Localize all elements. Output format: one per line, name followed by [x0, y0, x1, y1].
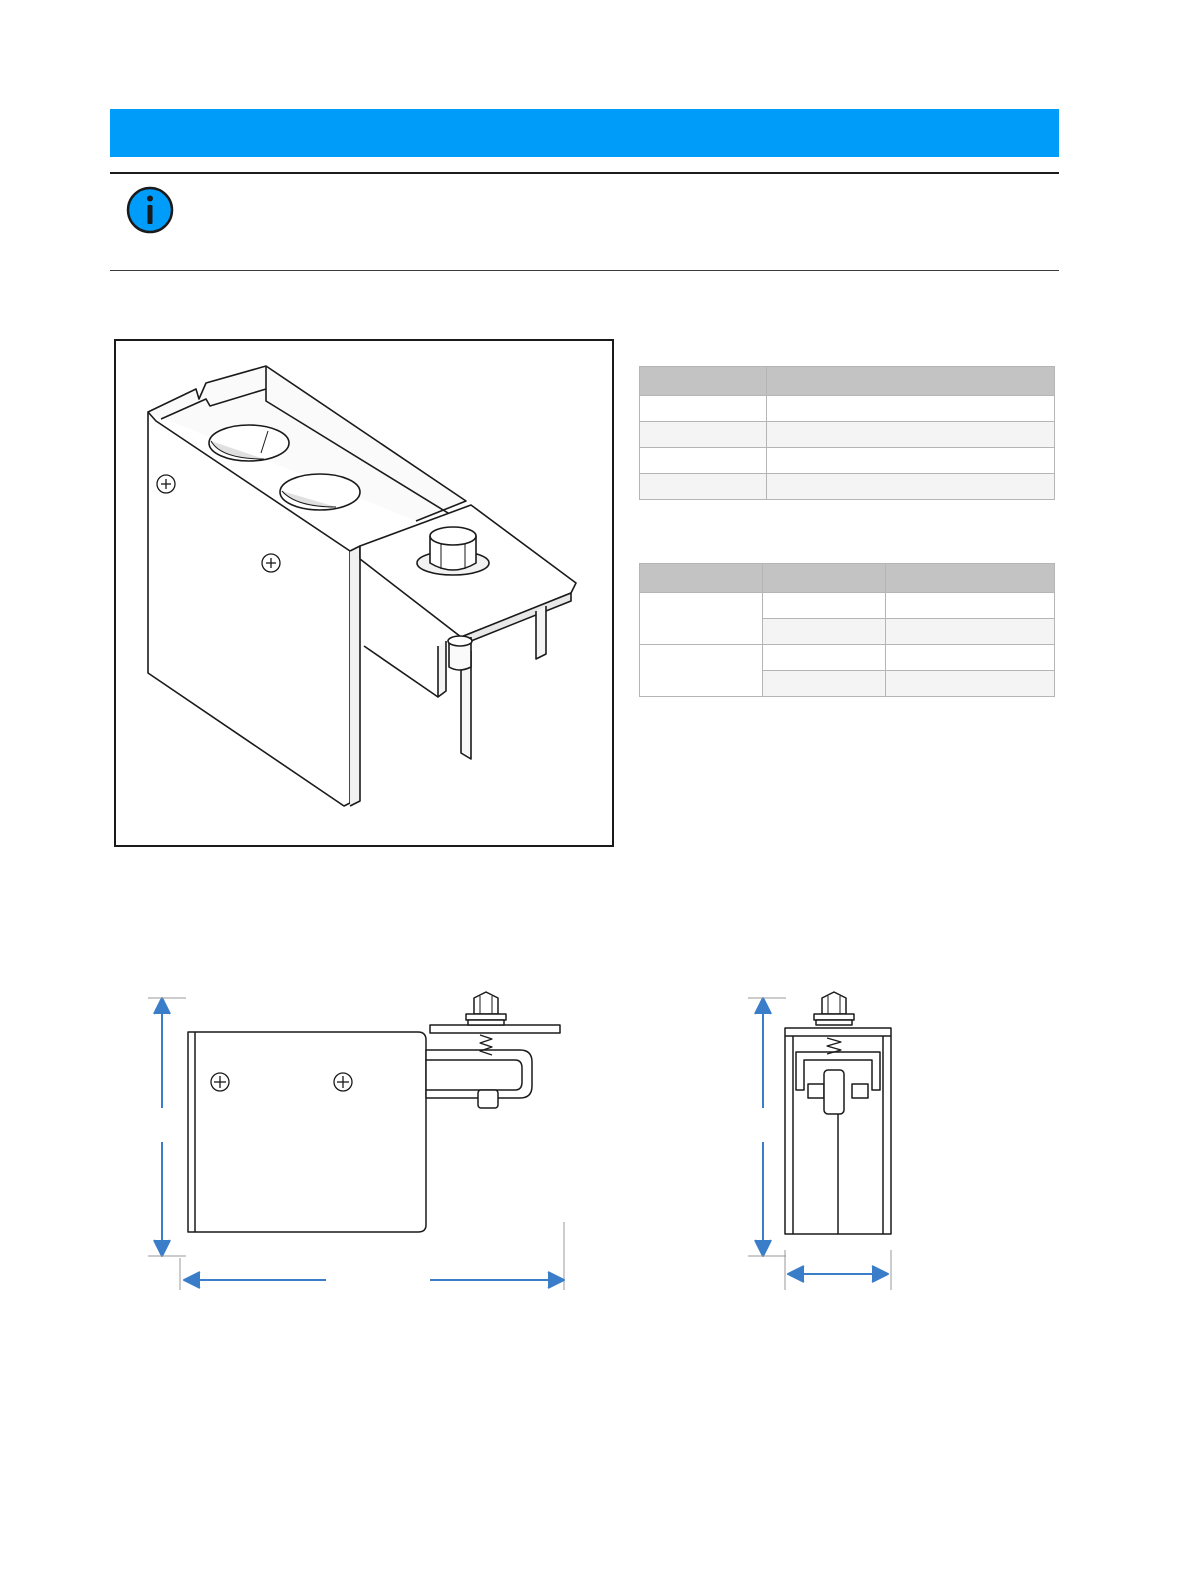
table-header — [886, 564, 1055, 593]
table-cell — [886, 619, 1055, 645]
note-bottom-rule — [110, 270, 1059, 271]
table-row — [640, 396, 1055, 422]
table-cell — [640, 396, 767, 422]
table-header — [763, 564, 886, 593]
table-cell — [767, 422, 1055, 448]
table-cell — [763, 645, 886, 671]
table-cell — [763, 619, 886, 645]
table-cell — [886, 645, 1055, 671]
product-isometric-figure — [114, 339, 614, 847]
table-cell — [763, 671, 886, 697]
table-row — [640, 448, 1055, 474]
table-cell — [763, 593, 886, 619]
table-cell — [886, 593, 1055, 619]
table-row — [640, 593, 1055, 619]
table-cell — [640, 448, 767, 474]
table-group-cell — [640, 645, 763, 697]
info-icon — [125, 185, 175, 235]
table-row — [640, 474, 1055, 500]
table-cell — [767, 448, 1055, 474]
section-header-banner — [110, 109, 1059, 157]
table-cell — [640, 474, 767, 500]
side-view-dimension-drawing — [140, 990, 580, 1290]
table-cell — [886, 671, 1055, 697]
table-group-cell — [640, 593, 763, 645]
table-cell — [767, 396, 1055, 422]
table-row — [640, 645, 1055, 671]
spec-table-1 — [639, 366, 1055, 500]
table-row — [640, 422, 1055, 448]
note-top-rule — [110, 172, 1059, 174]
table-cell — [767, 474, 1055, 500]
spec-table-2 — [639, 563, 1055, 697]
table-cell — [640, 422, 767, 448]
end-view-dimension-drawing — [730, 990, 910, 1290]
table-header — [640, 564, 763, 593]
table-header — [767, 367, 1055, 396]
table-header — [640, 367, 767, 396]
